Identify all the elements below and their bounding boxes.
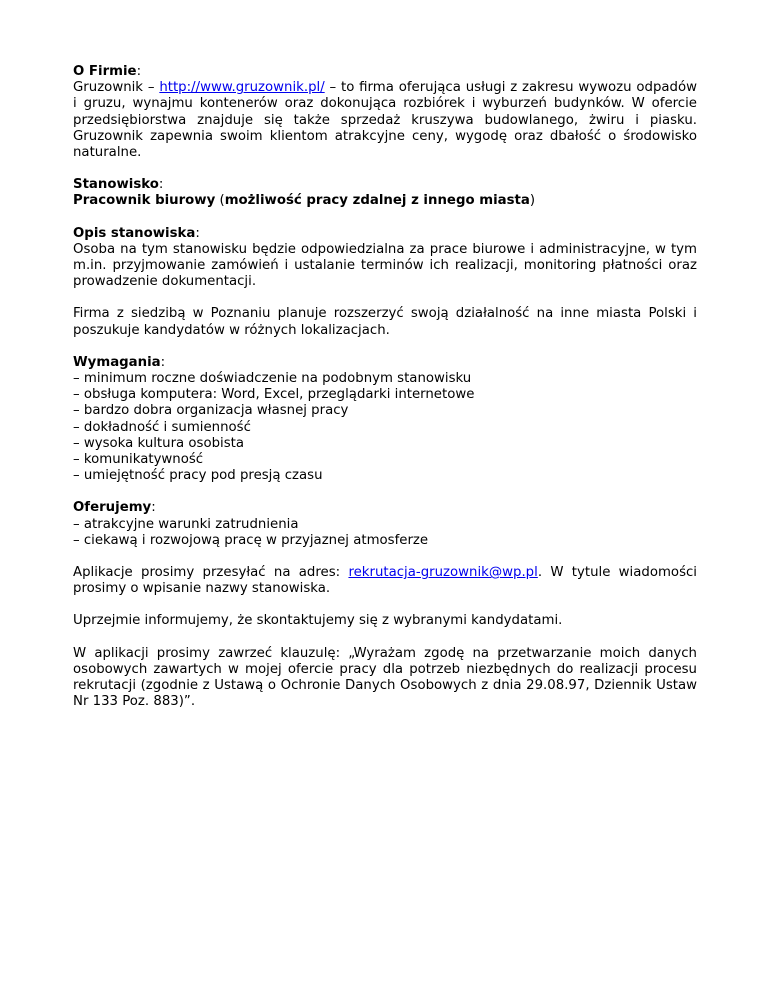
requirements-section [73,355,697,485]
requirements-heading-line: Wymagania: [73,354,166,370]
contact-section [73,613,697,629]
list-item: – atrakcyjne warunki zatrudnienia [73,516,299,532]
offer-heading: Oferujemy [73,500,152,516]
company-dash: – [143,80,160,96]
expansion-section [73,306,697,338]
list-item: – umiejętność pracy pod presją czasu [73,468,323,484]
position-title-line: Pracownik biurowy (możliwość pracy zdalnej z innego miasta) [73,193,536,209]
application-section [73,565,697,597]
position-section [73,177,697,209]
company-description [73,80,697,161]
application-text-before: Aplikacje prosimy przesyłać na adres: [73,565,349,581]
company-heading-line: O Firmie: [73,64,142,79]
contact-note: Uprzejmie informujemy, że skontaktujemy się z wybranymi kandydatami. [73,613,563,629]
position-heading-line: Stanowisko: [73,177,164,193]
offer-section [73,500,697,549]
list-item: – dokładność i sumienność [73,419,251,435]
position-title: Pracownik biurowy [73,193,216,209]
clause-section [73,646,697,711]
application-text [73,565,697,597]
clause-text: W aplikacji prosimy zawrzeć klauzulę: „Wyrażam zgodę na przetwarzanie moich danych osobowych zawartych w mojej ofercie pracy dla potrzeb niezbędnych do realizacji procesu rekrutacji (zgodnie z Ustawą o Ochronie Danych Osobowych z dnia 29.08.97, Dziennik Ustaw Nr 133 Poz. 883)”. [73,645,697,710]
document-page [73,64,697,727]
list-item: – obsługa komputera: Word, Excel, przeglądarki internetowe [73,387,475,403]
position-heading: Stanowisko [73,177,159,193]
list-item: – ciekawą i rozwojową pracę w przyjaznej atmosferze [73,532,429,548]
job-description-section [73,226,697,291]
company-description-text: – to firma oferująca usługi z zakresu wywozu odpadów i gruzu, wynajmu kontenerów oraz dokonująca rozbiórek i wyburzeń budynków. W ofercie przedsiębiorstwa znajduje się także sprzedaż kruszywa budowlanego, żwiru i piasku. Gruzownik zapewnia swoim klientom atrakcyjne ceny, wygodę oraz dbałość o środowisko naturalne. [73,80,697,161]
application-email-link[interactable]: rekrutacja-gruzownik@wp.pl [348,565,538,581]
job-description-heading-line: Opis stanowiska: [73,225,200,241]
offer-heading-line: Oferujemy: [73,500,156,516]
requirements-list [73,371,697,484]
position-note: możliwość pracy zdalnej z innego miasta [224,193,530,209]
list-item: – bardzo dobra organizacja własnej pracy [73,403,349,419]
list-item: – minimum roczne doświadczenie na podobnym stanowisku [73,371,472,387]
requirements-heading: Wymagania [73,354,161,370]
job-description-text: Osoba na tym stanowisku będzie odpowiedzialna za prace biurowe i administracyjne, w tym m.in. przyjmowanie zamówień i ustalanie terminów ich realizacji, monitoring płatności oraz prowadzenie dokumentacji. [73,241,697,290]
job-description-heading: Opis stanowiska [73,225,196,241]
list-item: – komunikatywność [73,452,204,468]
company-name: Gruzownik [73,80,144,96]
application-text-after: . W tytule wiadomości prosimy o wpisanie nazwy stanowiska. [73,565,698,597]
company-section [73,64,697,161]
list-item: – wysoka kultura osobista [73,435,245,451]
company-website-link[interactable]: http://www.gruzownik.pl/ [159,80,325,96]
expansion-text: Firma z siedzibą w Poznaniu planuje rozszerzyć swoją działalność na inne miasta Polski i poszukuje kandydatów w różnych lokalizacjach. [73,306,697,338]
company-heading: O Firmie [73,64,137,79]
offer-list [73,517,697,549]
